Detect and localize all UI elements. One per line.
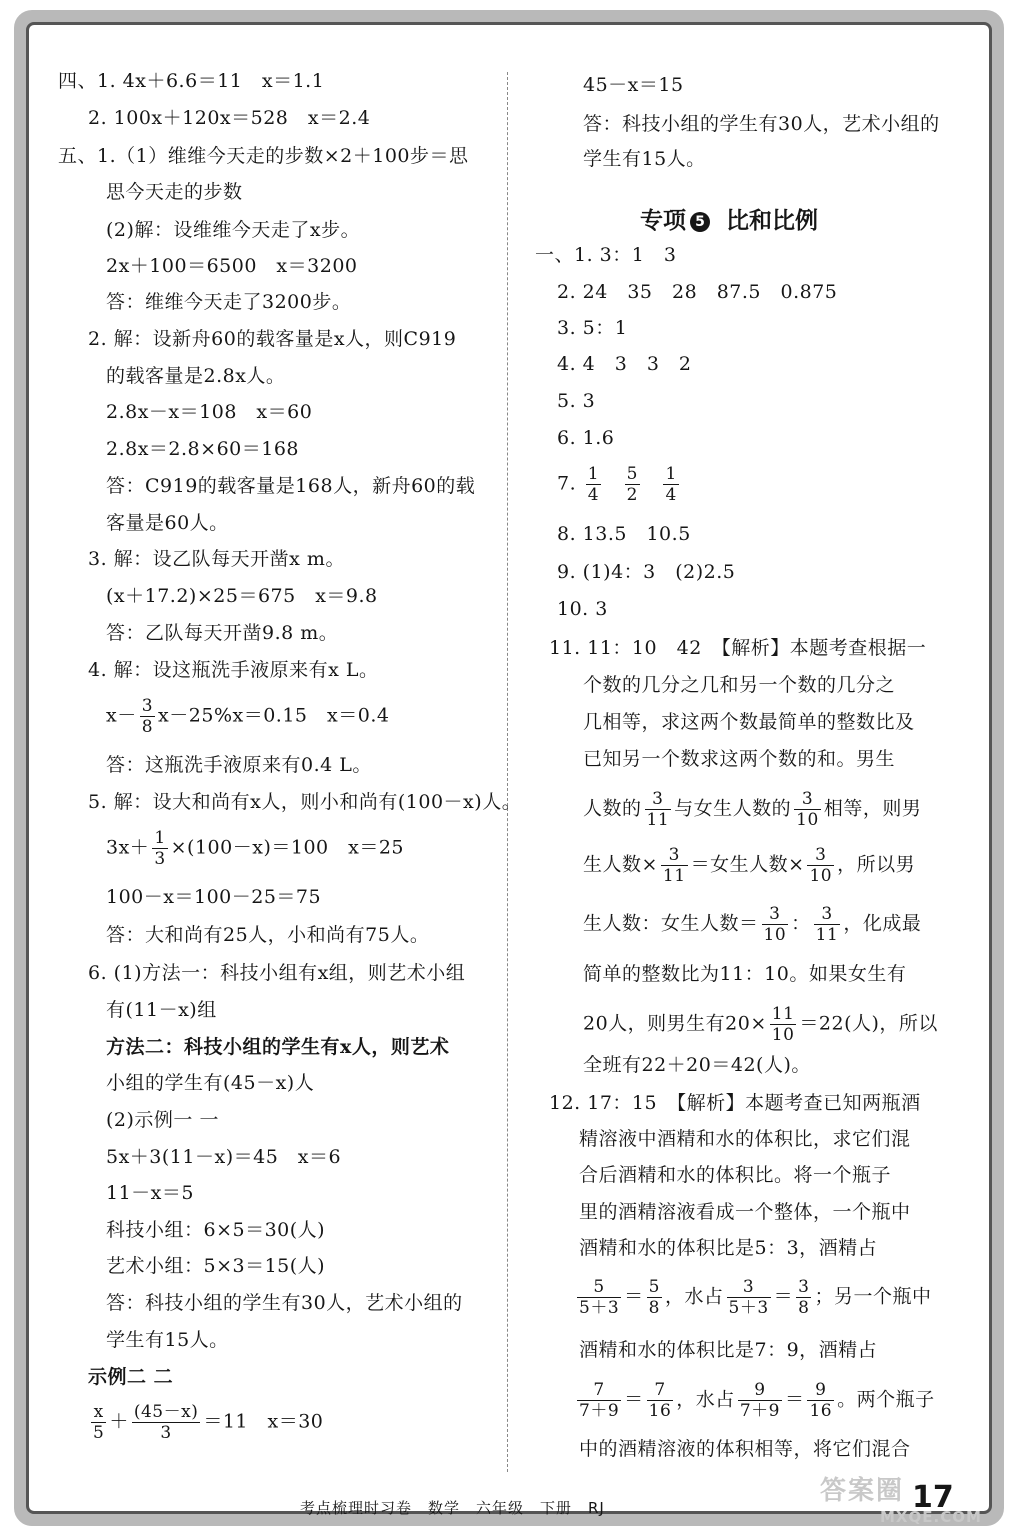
fraction: $\frac{x}{5}$ bbox=[93, 1402, 105, 1443]
fraction: $\frac{1}{4}$ bbox=[587, 464, 600, 505]
answer-line: 11－x＝5 bbox=[106, 1182, 194, 1204]
fraction: $\frac{3}{8}$ bbox=[798, 1277, 810, 1318]
answer-line: 里的酒精溶液看成一个整体，一个瓶中 bbox=[579, 1201, 911, 1223]
answer-line: 简单的整数比为11：10。如果女生有 bbox=[583, 963, 907, 985]
answer-line: 5. 3 bbox=[557, 390, 596, 412]
equation-line bbox=[106, 828, 404, 869]
equation-line: 20人，则男生有20× $\frac{11}{10}$ ＝22(人)，所以 bbox=[583, 1004, 938, 1045]
equation-line bbox=[106, 696, 389, 737]
answer-line: 2. 解：设新舟60的载客量是x人，则C919 bbox=[88, 328, 457, 350]
fraction: $\frac{1}{4}$ bbox=[665, 464, 677, 505]
watermark-url: MXQE.COM bbox=[880, 1508, 982, 1526]
fraction: $\frac{3}{10}$ bbox=[809, 845, 833, 886]
answer-line: 6. (1)方法一：科技小组有x组，则艺术小组 bbox=[88, 962, 466, 984]
equation-text: ×(100－x)＝100 x＝25 bbox=[170, 836, 405, 859]
section-title bbox=[640, 202, 818, 235]
fraction: $\frac{7}{16}$ bbox=[648, 1380, 672, 1421]
equation-text: 3x＋ bbox=[106, 836, 150, 859]
fraction: $\frac{3}{11}$ bbox=[646, 789, 670, 830]
answer-line: 10. 3 bbox=[557, 598, 608, 620]
answer-line: 11. 11：10 42 【解析】本题考查根据一 bbox=[549, 637, 927, 659]
answer-line: 思今天走的步数 bbox=[106, 181, 243, 203]
answer-line: 4. 4 3 3 2 bbox=[557, 353, 692, 375]
equation-text: x－25%x＝0.15 x＝0.4 bbox=[158, 704, 390, 727]
fraction: $\frac{9}{7+9}$ bbox=[739, 1380, 780, 1421]
answer-line: 个数的几分之几和另一个数的几分之 bbox=[583, 674, 896, 696]
equation-text: x－ bbox=[106, 704, 137, 727]
answer-line: 45－x＝15 bbox=[583, 74, 684, 96]
answer-line: 答：维维今天走了3200步。 bbox=[106, 291, 352, 313]
section-prefix: 专项 bbox=[640, 208, 686, 234]
section-name: 比和比例 bbox=[726, 208, 818, 234]
fraction: $\frac{3}{11}$ bbox=[815, 904, 839, 945]
answer-line: 6. 1.6 bbox=[557, 427, 615, 449]
answer-line: 答：乙队每天开凿9.8 m。 bbox=[106, 622, 339, 644]
equation-line bbox=[557, 464, 682, 505]
answer-line: 客量是60人。 bbox=[106, 512, 229, 534]
answer-line: 2. 24 35 28 87.5 0.875 bbox=[557, 281, 838, 303]
answer-line: 8. 13.5 10.5 bbox=[557, 523, 691, 545]
answer-line: 4. 解：设这瓶洗手液原来有x L。 bbox=[88, 659, 379, 681]
footer-text: 考点梳理时习卷 数学 六年级 下册 RJ bbox=[300, 1499, 605, 1517]
answer-line: 3. 5：1 bbox=[557, 317, 628, 339]
fraction: $\frac{7}{7+9}$ bbox=[579, 1380, 620, 1421]
answer-line: 9. (1)4：3 (2)2.5 bbox=[557, 561, 736, 583]
answer-line: 的载客量是2.8x人。 bbox=[106, 365, 286, 387]
fraction: $\frac{5}{5+3}$ bbox=[579, 1277, 620, 1318]
equation-line: $\frac{7}{7+9}$ ＝ $\frac{7}{16}$ ，水占 $\frac{9}{7+9}$ ＝ $\frac{9}{16}$ 。两个瓶子 bbox=[579, 1380, 935, 1421]
answer-line: 5x＋3(11－x)＝45 x＝6 bbox=[106, 1146, 342, 1168]
answer-line: 学生有15人。 bbox=[106, 1329, 229, 1351]
fraction: $\frac{3}{8}$ bbox=[141, 696, 154, 737]
answer-line: 几相等，求这两个数最简单的整数比及 bbox=[583, 711, 915, 733]
section-number-badge: 5 bbox=[690, 212, 710, 232]
answer-line: 示例二 二 bbox=[88, 1366, 174, 1388]
answer-line: 酒精和水的体积比是5：3，酒精占 bbox=[579, 1237, 878, 1259]
answer-line: 答：大和尚有25人，小和尚有75人。 bbox=[106, 924, 430, 946]
answer-line: 12. 17：15 【解析】本题考查已知两瓶酒 bbox=[549, 1092, 921, 1114]
answer-line: 全班有22＋20＝42(人)。 bbox=[583, 1054, 811, 1076]
answer-line: 合后酒精和水的体积比。将一个瓶子 bbox=[579, 1164, 892, 1186]
column-divider bbox=[507, 72, 508, 1472]
fraction: $\frac{3}{5+3}$ bbox=[728, 1277, 769, 1318]
answer-line: 答：科技小组的学生有30人，艺术小组的 bbox=[583, 113, 940, 135]
fraction: $\frac{11}{10}$ bbox=[771, 1004, 795, 1045]
answer-line: 3. 解：设乙队每天开凿x m。 bbox=[88, 548, 345, 570]
answer-line: 中的酒精溶液的体积相等，将它们混合 bbox=[579, 1438, 911, 1460]
equation-line: $\frac{5}{5+3}$ ＝ $\frac{5}{8}$ ，水占 $\frac{3}{5+3}$ ＝ $\frac{3}{8}$ ；另一个瓶中 bbox=[579, 1277, 932, 1318]
answer-line: 答：C919的载客量是168人，新舟60的载 bbox=[106, 475, 476, 497]
answer-line: 2.8x－x＝108 x＝60 bbox=[106, 401, 313, 423]
answer-line: 2. 100x＋120x＝528 x＝2.4 bbox=[88, 107, 371, 129]
answer-line: 100－x＝100－25＝75 bbox=[106, 886, 322, 908]
answer-line: (2)解：设维维今天走了x步。 bbox=[106, 219, 361, 241]
answer-line: 2x＋100＝6500 x＝3200 bbox=[106, 255, 358, 277]
fraction: $\frac{5}{8}$ bbox=[648, 1277, 660, 1318]
answer-line: 精溶液中酒精和水的体积比，求它们混 bbox=[579, 1128, 911, 1150]
answer-line: 已知另一个数求这两个数的和。男生 bbox=[583, 748, 896, 770]
answer-line: 5. 解：设大和尚有x人，则小和尚有(100－x)人。 bbox=[88, 791, 522, 813]
page-number: 17 bbox=[912, 1480, 954, 1515]
item-label: 7. bbox=[557, 472, 577, 495]
answer-line: 学生有15人。 bbox=[583, 148, 706, 170]
fraction: $\frac{5}{2}$ bbox=[626, 464, 638, 505]
answer-line: 五、1.（1）维维今天走的步数×2＋100步＝思 bbox=[58, 145, 469, 167]
answer-line: 酒精和水的体积比是7：9，酒精占 bbox=[579, 1339, 878, 1361]
answer-line: 科技小组：6×5＝30(人) bbox=[106, 1219, 326, 1241]
answer-line: 答：科技小组的学生有30人，艺术小组的 bbox=[106, 1292, 463, 1314]
equation-line: 人数的 $\frac{3}{11}$ 与女生人数的 $\frac{3}{10}$ 相等，则男 bbox=[583, 789, 922, 830]
fraction: $\frac{1}{3}$ bbox=[154, 828, 166, 869]
answer-line: 答：这瓶洗手液原来有0.4 L。 bbox=[106, 754, 372, 776]
equation-text: ＋ bbox=[109, 1410, 129, 1433]
answer-line: 小组的学生有(45－x)人 bbox=[106, 1072, 315, 1094]
answer-line: (x＋17.2)×25＝675 x＝9.8 bbox=[106, 585, 378, 607]
answer-line: (2)示例一 一 bbox=[106, 1109, 219, 1131]
watermark: 答案圈 bbox=[820, 1476, 905, 1506]
answer-line: 四、1. 4x＋6.6＝11 x＝1.1 bbox=[58, 70, 325, 92]
answer-line: 艺术小组：5×3＝15(人) bbox=[106, 1255, 326, 1277]
fraction: $\frac{3}{10}$ bbox=[763, 904, 787, 945]
answer-line: 方法二：科技小组的学生有x人，则艺术 bbox=[106, 1036, 450, 1058]
equation-line: 生人数：女生人数＝ $\frac{3}{10}$ ： $\frac{3}{11}$ ，化成最 bbox=[583, 904, 922, 945]
equation-text: ＝11 x＝30 bbox=[203, 1410, 324, 1433]
answer-line: 有(11－x)组 bbox=[106, 999, 217, 1021]
answer-line: 2.8x＝2.8×60＝168 bbox=[106, 438, 300, 460]
equation-line: 生人数× $\frac{3}{11}$ ＝女生人数× $\frac{3}{10}$ ，所以男 bbox=[583, 845, 916, 886]
answer-line: 一、1. 3：1 3 bbox=[535, 244, 677, 266]
equation-line bbox=[88, 1402, 323, 1443]
fraction: $\frac{9}{16}$ bbox=[809, 1380, 833, 1421]
fraction: $\frac{3}{11}$ bbox=[662, 845, 686, 886]
fraction: $\frac{3}{10}$ bbox=[796, 789, 819, 830]
fraction: $\frac{(45-x)}{3}$ bbox=[133, 1402, 199, 1443]
